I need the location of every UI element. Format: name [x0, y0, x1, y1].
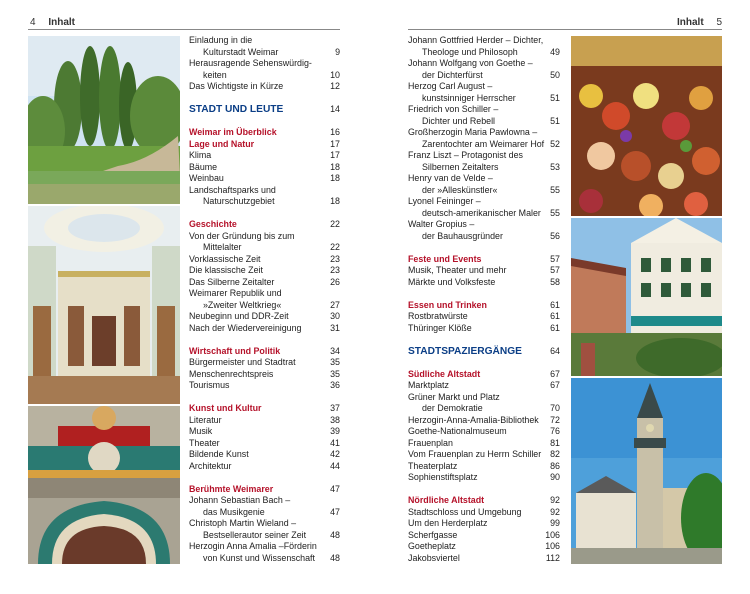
toc-entry	[408, 426, 560, 438]
toc-entry	[408, 472, 560, 484]
toc-page-number: 51	[550, 92, 560, 103]
left-toc-column	[189, 35, 340, 564]
toc-entry	[189, 530, 340, 542]
toc-entry	[408, 127, 560, 139]
toc-entry	[408, 311, 560, 323]
toc-page-number: 106	[545, 541, 560, 551]
toc-page-number: 14	[330, 104, 340, 114]
toc-entry	[408, 553, 560, 565]
toc-entry-title: Weimar im Überblick	[189, 127, 277, 137]
toc-section-heading	[189, 139, 340, 151]
toc-entry-title: Vom Frauenplan zu Herrn Schiller	[408, 449, 542, 459]
toc-entry	[189, 265, 340, 277]
toc-page-number: 35	[330, 357, 340, 367]
toc-page-number: 56	[550, 230, 560, 241]
toc-entry	[408, 81, 560, 93]
toc-entry-title: Kulturstadt Weimar	[203, 46, 279, 57]
toc-page-number: 49	[550, 46, 560, 57]
toc-entry-title: Johann Sebastian Bach –	[189, 495, 291, 505]
toc-entry-title: Theater	[189, 437, 220, 448]
toc-entry-title: Dichter und Rebell	[422, 115, 496, 126]
toc-entry	[408, 530, 560, 542]
toc-entry	[189, 323, 340, 335]
toc-page-number: 58	[550, 276, 560, 287]
toc-page-number: 9	[335, 46, 340, 57]
toc-entry	[189, 70, 340, 82]
toc-entry-title: Herzogin Anna Amalia –Förderin	[189, 541, 317, 551]
toc-entry-title: Naturschutzgebiet	[203, 196, 275, 206]
toc-page-number: 86	[550, 460, 560, 471]
toc-entry	[189, 277, 340, 289]
toc-entry-title: Johann Gottfried Herder – Dichter,	[408, 35, 544, 45]
toc-entry-title: Goethe-Nationalmuseum	[408, 426, 507, 436]
right-page-number: 5	[716, 17, 722, 28]
toc-entry-title: STADTSPAZIERGÄNGE	[408, 345, 522, 357]
toc-entry	[408, 185, 560, 197]
toc-entry-title: Jakobsviertel	[408, 552, 460, 563]
toc-page-number: 47	[330, 506, 340, 517]
toc-entry-title: STADT UND LEUTE	[189, 104, 284, 115]
toc-section-heading	[189, 484, 340, 496]
toc-entry	[408, 231, 560, 243]
toc-page-number: 53	[550, 161, 560, 172]
marktplatz-townhall-photo	[571, 218, 722, 376]
toc-page-number: 50	[550, 69, 560, 80]
toc-page-number: 18	[330, 196, 340, 206]
toc-entry	[189, 300, 340, 312]
toc-page-number: 72	[550, 414, 560, 425]
toc-entry-title: Herausragende Sehenswürdig-	[189, 58, 312, 68]
toc-page-number: 92	[550, 495, 560, 505]
toc-entry	[408, 70, 560, 82]
toc-entry-title: Architektur	[189, 460, 232, 471]
toc-entry-title: Vorklassische Zeit	[189, 253, 261, 264]
toc-entry-title: der »Alleskünstler«	[422, 184, 498, 195]
right-toc-column	[408, 35, 560, 564]
toc-entry-title: Nach der Wiedervereinigung	[189, 322, 302, 333]
toc-section-heading	[408, 495, 560, 507]
toc-entry-title: Stadtschloss und Umgebung	[408, 506, 522, 517]
toc-page-number: 10	[330, 69, 340, 80]
toc-entry-title: Menschenrechtspreis	[189, 368, 274, 379]
toc-page-number: 82	[550, 449, 560, 459]
toc-entry-title: Sophienstiftsplatz	[408, 472, 478, 482]
toc-entry-title: Herzog Carl August –	[408, 81, 493, 91]
toc-entry-title: Neubeginn und DDR-Zeit	[189, 311, 289, 321]
toc-entry-title: Das Wichtigste in Kürze	[189, 81, 284, 91]
toc-entry	[408, 380, 560, 392]
toc-entry-title: Mittelalter	[203, 242, 242, 252]
toc-entry	[408, 507, 560, 519]
toc-entry	[408, 415, 560, 427]
toc-entry-title: Christoph Martin Wieland –	[189, 518, 297, 528]
ornate-portal-photo	[28, 406, 180, 564]
toc-section-heading	[189, 403, 340, 415]
park-photo	[28, 36, 180, 204]
toc-entry-title: Henry van de Velde –	[408, 173, 493, 183]
toc-spacer	[408, 334, 560, 346]
toc-section-heading	[189, 219, 340, 231]
toc-spacer	[189, 392, 340, 404]
toc-entry-title: Landschaftsparks und	[189, 184, 276, 195]
right-header-rule	[408, 29, 722, 30]
toc-entry-title: Bürgermeister und Stadtrat	[189, 357, 296, 367]
toc-page-number: 36	[330, 380, 340, 390]
left-page-header	[30, 17, 75, 28]
toc-entry-title: Weimarer Republik und	[189, 288, 282, 298]
toc-page-number: 61	[550, 299, 560, 310]
toc-entry-title: Musik, Theater und mehr	[408, 265, 507, 275]
toc-entry-title: Die klassische Zeit	[189, 265, 263, 275]
castle-tower-photo	[571, 378, 722, 564]
toc-entry-title: Friedrich von Schiller –	[408, 104, 499, 114]
toc-entry-title: Das Silberne Zeitalter	[189, 276, 275, 287]
toc-spacer	[408, 288, 560, 300]
toc-page-number: 42	[330, 449, 340, 459]
toc-spacer	[189, 472, 340, 484]
toc-entry	[408, 265, 560, 277]
toc-entry-title: das Musikgenie	[203, 506, 265, 517]
toc-entry	[189, 553, 340, 565]
toc-entry-title: von Kunst und Wissenschaft	[203, 552, 315, 563]
toc-entry	[189, 449, 340, 461]
toc-page-number: 34	[330, 345, 340, 356]
toc-entry-title: kunstsinniger Herrscher	[422, 92, 516, 103]
toc-entry	[408, 47, 560, 59]
left-header-title: Inhalt	[48, 17, 76, 28]
toc-page-number: 48	[330, 552, 340, 563]
toc-entry-title: Rostbratwürste	[408, 311, 468, 321]
toc-entry-title: Johann Wolfgang von Goethe –	[408, 58, 533, 68]
toc-section-heading	[189, 127, 340, 139]
toc-entry	[408, 392, 560, 404]
toc-page-number: 17	[330, 150, 340, 160]
toc-entry	[189, 507, 340, 519]
toc-page-number: 76	[550, 426, 560, 436]
right-page-header	[677, 17, 722, 28]
toc-entry-title: Silbernen Zeitalters	[422, 161, 499, 172]
left-header-rule	[28, 29, 340, 30]
toc-entry	[189, 242, 340, 254]
toc-entry	[408, 277, 560, 289]
toc-entry	[189, 254, 340, 266]
toc-entry-title: Lyonel Feininger –	[408, 196, 481, 206]
toc-section-heading	[408, 369, 560, 381]
toc-entry-title: Franz Liszt – Protagonist des	[408, 150, 523, 160]
toc-chapter-heading	[189, 104, 340, 116]
toc-entry	[408, 35, 560, 47]
right-header-title: Inhalt	[676, 17, 704, 28]
toc-page-number: 23	[330, 253, 340, 264]
toc-entry	[408, 449, 560, 461]
toc-page-number: 30	[330, 311, 340, 321]
toc-entry-title: Herzogin-Anna-Amalia-Bibliothek	[408, 414, 539, 425]
toc-page-number: 67	[550, 368, 560, 379]
toc-entry-title: Thüringer Klöße	[408, 322, 472, 333]
toc-entry-title: Großherzogin Maria Pawlowna –	[408, 127, 538, 137]
toc-entry	[408, 116, 560, 128]
toc-page-number: 112	[545, 552, 560, 563]
toc-entry-title: Goetheplatz	[408, 541, 456, 551]
toc-entry	[189, 311, 340, 323]
toc-entry-title: Südliche Altstadt	[408, 368, 481, 379]
onion-market-photo	[571, 36, 722, 216]
toc-entry	[408, 323, 560, 335]
toc-page-number: 17	[330, 138, 340, 149]
toc-page-number: 37	[330, 403, 340, 413]
toc-entry	[189, 81, 340, 93]
toc-entry	[189, 231, 340, 243]
toc-entry	[408, 104, 560, 116]
left-page-number: 4	[30, 17, 36, 28]
toc-entry-title: der Demokratie	[422, 403, 483, 413]
toc-entry-title: Weinbau	[189, 173, 224, 183]
toc-entry-title: Zarentochter am Weimarer Hof	[422, 138, 545, 149]
toc-page-number: 81	[550, 437, 560, 448]
toc-page-number: 55	[550, 184, 560, 195]
toc-page-number: 22	[330, 242, 340, 252]
toc-entry	[189, 288, 340, 300]
toc-entry	[189, 162, 340, 174]
toc-entry-title: Kunst und Kultur	[189, 403, 262, 413]
toc-entry-title: Tourismus	[189, 380, 230, 390]
toc-page-number: 18	[330, 161, 340, 172]
toc-spacer	[408, 242, 560, 254]
toc-spacer	[189, 93, 340, 105]
toc-entry-title: Musik	[189, 426, 213, 436]
toc-entry	[408, 438, 560, 450]
toc-entry-title: Von der Gründung bis zum	[189, 230, 295, 241]
toc-entry	[408, 150, 560, 162]
toc-page-number: 35	[330, 368, 340, 379]
toc-spacer	[408, 357, 560, 369]
toc-entry-title: Essen und Trinken	[408, 299, 487, 310]
toc-page-number: 92	[550, 506, 560, 517]
toc-entry	[408, 173, 560, 185]
toc-entry-title: Um den Herderplatz	[408, 518, 488, 528]
toc-entry	[189, 357, 340, 369]
toc-entry	[189, 196, 340, 208]
toc-page-number: 67	[550, 380, 560, 390]
toc-entry-title: der Dichterfürst	[422, 69, 483, 80]
toc-entry-title: Theaterplatz	[408, 460, 458, 471]
toc-entry	[408, 518, 560, 530]
toc-section-heading	[408, 300, 560, 312]
toc-spacer	[189, 208, 340, 220]
toc-entry-title: deutsch-amerikanischer Maler	[422, 207, 541, 218]
toc-entry	[189, 426, 340, 438]
toc-entry-title: Märkte und Volksfeste	[408, 276, 496, 287]
toc-entry	[408, 403, 560, 415]
toc-entry	[189, 185, 340, 197]
toc-page-number: 99	[550, 518, 560, 528]
toc-entry	[408, 162, 560, 174]
toc-page-number: 16	[330, 127, 340, 137]
toc-entry-title: Klima	[189, 150, 212, 160]
toc-entry	[189, 518, 340, 530]
toc-entry-title: Theologe und Philosoph	[422, 46, 518, 57]
toc-page-number: 44	[330, 460, 340, 471]
toc-entry-title: der Bauhausgründer	[422, 230, 503, 241]
toc-page-number: 61	[550, 322, 560, 333]
toc-page-number: 47	[330, 483, 340, 494]
toc-entry	[189, 173, 340, 185]
toc-entry-title: Geschichte	[189, 219, 237, 229]
toc-entry	[189, 58, 340, 70]
toc-page-number: 12	[330, 81, 340, 91]
toc-page-number: 51	[550, 115, 560, 126]
toc-page-number: 38	[330, 414, 340, 425]
toc-entry	[189, 541, 340, 553]
toc-entry-title: »Zweiter Weltkrieg«	[203, 299, 282, 310]
toc-entry	[408, 93, 560, 105]
toc-entry-title: Literatur	[189, 414, 222, 425]
toc-entry	[189, 495, 340, 507]
toc-entry	[189, 438, 340, 450]
toc-entry	[189, 415, 340, 427]
toc-entry	[189, 461, 340, 473]
toc-entry	[408, 208, 560, 220]
toc-entry	[408, 58, 560, 70]
toc-entry	[408, 139, 560, 151]
toc-entry-title: Feste und Events	[408, 253, 482, 264]
toc-page-number: 52	[550, 138, 560, 149]
toc-entry	[189, 35, 340, 47]
toc-page-number: 90	[550, 472, 560, 482]
toc-spacer	[408, 484, 560, 496]
toc-page-number: 31	[330, 322, 340, 333]
toc-entry-title: Einladung in die	[189, 35, 253, 45]
toc-page-number: 26	[330, 276, 340, 287]
toc-entry	[189, 47, 340, 59]
toc-entry-title: Scherfgasse	[408, 529, 458, 540]
toc-entry	[189, 380, 340, 392]
toc-page-number: 41	[330, 437, 340, 448]
toc-entry-title: Bestsellerautor seiner Zeit	[203, 529, 307, 540]
toc-entry-title: Marktplatz	[408, 380, 449, 390]
toc-entry-title: Lage und Natur	[189, 138, 255, 149]
toc-page-number: 39	[330, 426, 340, 436]
toc-entry-title: keiten	[203, 69, 227, 80]
toc-entry	[408, 461, 560, 473]
toc-page-number: 23	[330, 265, 340, 275]
toc-page-number: 70	[550, 403, 560, 413]
toc-page-number: 27	[330, 299, 340, 310]
toc-entry-title: Bäume	[189, 161, 218, 172]
toc-entry	[408, 196, 560, 208]
toc-chapter-heading	[408, 346, 560, 358]
toc-entry-title: Walter Gropius –	[408, 219, 475, 229]
toc-entry	[408, 541, 560, 553]
toc-section-heading	[408, 254, 560, 266]
toc-page-number: 64	[550, 345, 560, 356]
toc-spacer	[189, 334, 340, 346]
toc-page-number: 18	[330, 173, 340, 183]
toc-page-number: 57	[550, 265, 560, 275]
toc-entry	[408, 219, 560, 231]
toc-entry-title: Bildende Kunst	[189, 449, 249, 459]
toc-entry-title: Wirtschaft und Politik	[189, 345, 281, 356]
toc-entry-title: Frauenplan	[408, 437, 453, 448]
toc-entry	[189, 150, 340, 162]
toc-page-number: 48	[330, 529, 340, 540]
library-rococo-hall-photo	[28, 206, 180, 404]
toc-entry-title: Berühmte Weimarer	[189, 483, 274, 494]
toc-page-number: 61	[550, 311, 560, 321]
toc-page-number: 106	[545, 529, 560, 540]
toc-entry-title: Nördliche Altstadt	[408, 495, 485, 505]
toc-page-number: 55	[550, 207, 560, 218]
toc-section-heading	[189, 346, 340, 358]
toc-page-number: 57	[550, 253, 560, 264]
toc-spacer	[189, 116, 340, 128]
toc-page-number: 22	[330, 219, 340, 229]
toc-entry-title: Grüner Markt und Platz	[408, 391, 500, 402]
toc-entry	[189, 369, 340, 381]
